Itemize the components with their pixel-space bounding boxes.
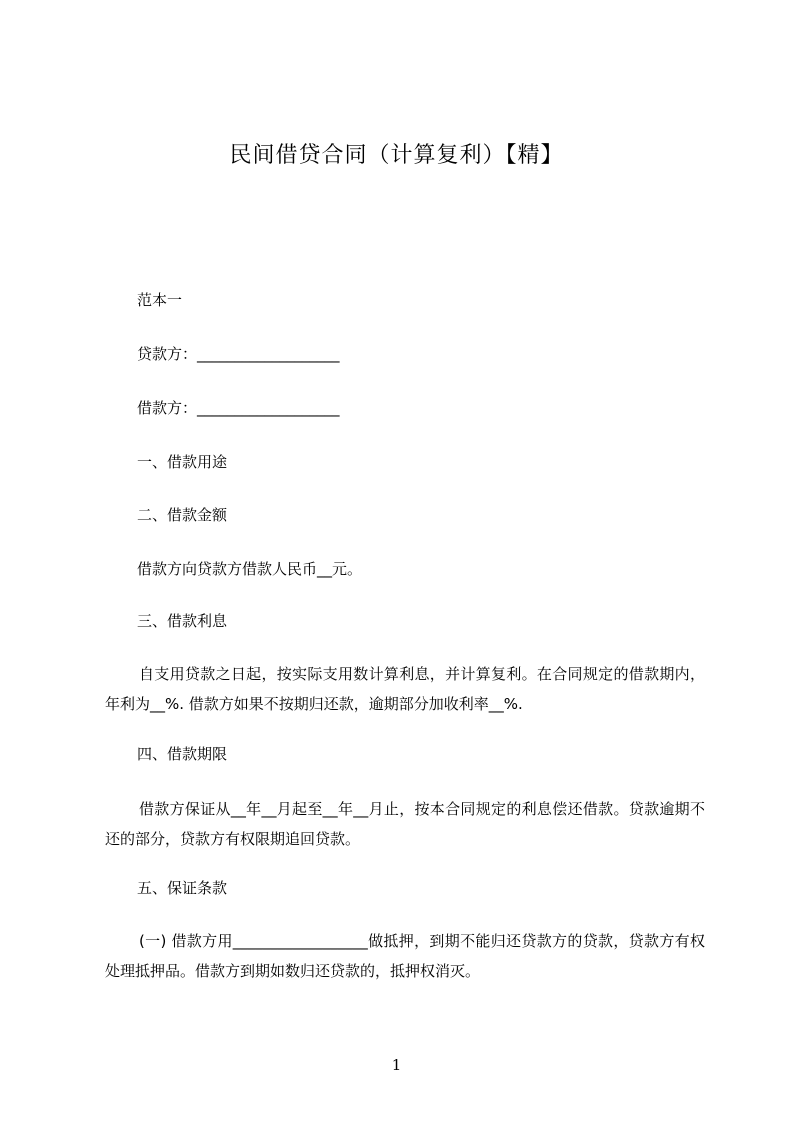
borrower-field: 借款方：___________________ [137, 399, 340, 417]
loan-term-paragraph: 借款方保证从__年__月起至__年__月止，按本合同规定的利息偿还借款。贷款逾期不还的部分，贷款方有权限期追回贷款。 [105, 800, 705, 848]
lender-field: 贷款方：___________________ [137, 345, 340, 363]
page-number: 1 [391, 1056, 402, 1074]
heading-loan-interest: 三、借款利息 [137, 612, 228, 630]
loan-interest-paragraph: 自支用贷款之日起，按实际支用数计算利息，并计算复利。在合同规定的借款期内，年利为__%. 借款方如果不按期归还款，逾期部分加收利率__%. [105, 665, 705, 713]
loan-amount-text: 借款方向贷款方借款人民币__元。 [137, 560, 363, 578]
guarantee-paragraph: (一) 借款方用__________________做抵押，到期不能归还贷款方的贷款，贷款方有权处理抵押品。借款方到期如数归还贷款的，抵押权消灭。 [105, 932, 705, 980]
heading-loan-amount: 二、借款金额 [137, 506, 228, 524]
document-title: 民间借贷合同（计算复利）【精】 [229, 143, 564, 168]
heading-loan-purpose: 一、借款用途 [137, 453, 228, 471]
heading-loan-term: 四、借款期限 [137, 745, 228, 763]
heading-guarantee-clause: 五、保证条款 [137, 879, 228, 897]
template-label: 范本一 [137, 291, 183, 309]
